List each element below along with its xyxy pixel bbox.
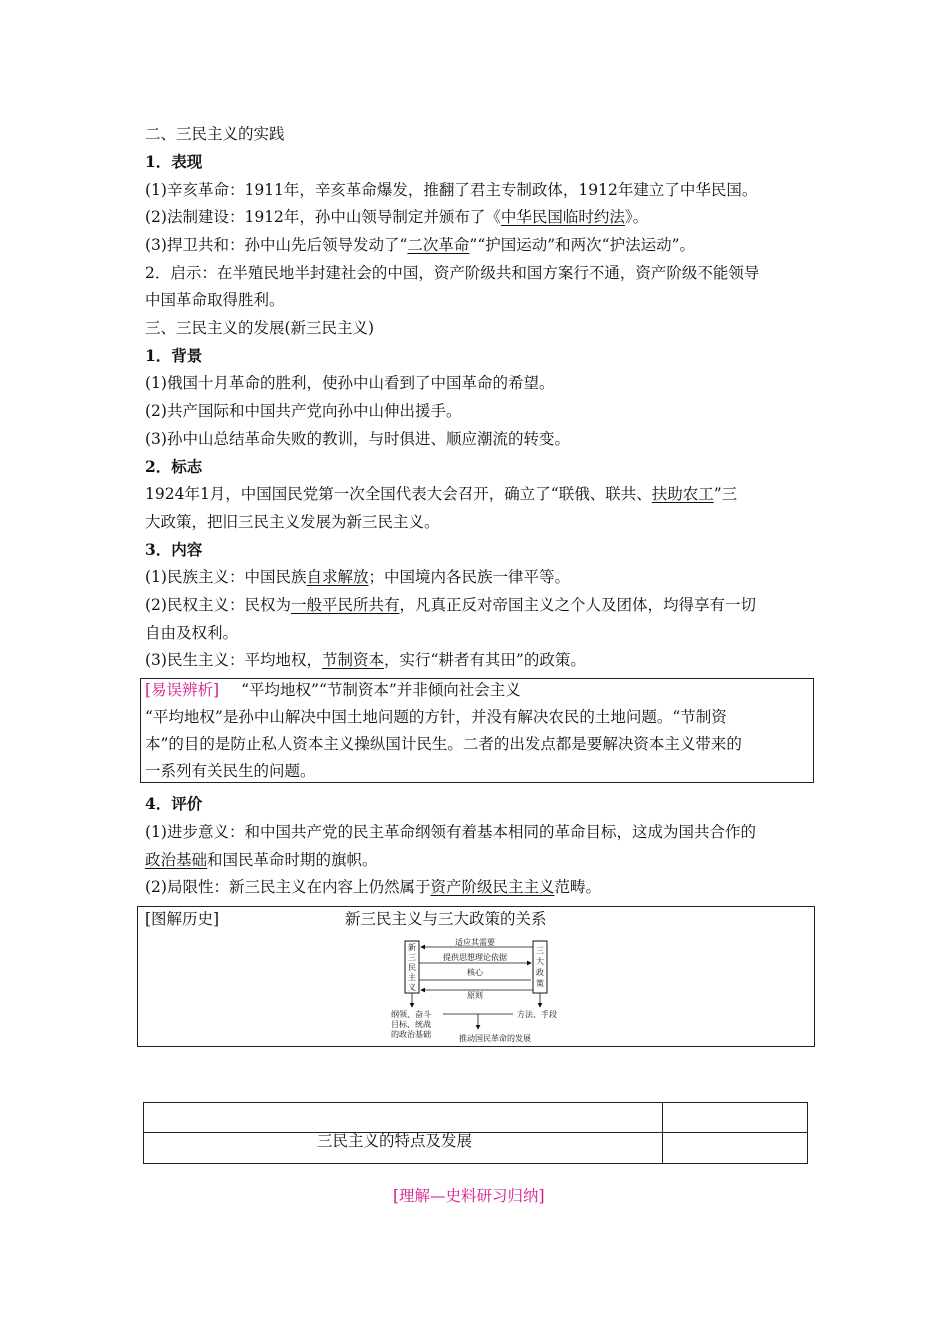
- error-analysis-line2: 本”的目的是防止私人资本主义操纵国计民生。二者的出发点都是要解决资本主义带来的: [145, 735, 742, 753]
- item1-line2: [145, 206, 648, 228]
- table-row-divider: [144, 1132, 807, 1133]
- underlined-term: 自求解放: [306, 568, 369, 586]
- text: (1)民族主义：中国民族: [145, 568, 307, 586]
- mark-line1: [145, 483, 737, 505]
- evaluation-line1: (1)进步意义：和中国共产党的民主革命纲领有着基本相同的革命目标，这成为国共合作的: [145, 823, 756, 841]
- left-box-char-3: 民: [408, 963, 416, 972]
- background-line2: (2)共产国际和中国共产党向孙中山伸出援手。: [145, 402, 462, 420]
- content-line2: [145, 594, 756, 616]
- mark-title: 2．标志: [145, 457, 203, 476]
- underlined-term: 中华民国临时约法: [500, 208, 625, 226]
- arrow-need-label: 适应其需要: [455, 938, 495, 947]
- item2-line1: 2．启示：在半殖民地半封建社会的中国，资产阶级共和国方案行不通，资产阶级不能领导: [145, 264, 760, 282]
- table-column-divider: [662, 1103, 663, 1163]
- underlined-term: 二次革命: [407, 236, 470, 254]
- study-section-link[interactable]: [理解—史料研习归纳]: [393, 1187, 545, 1205]
- arrow-principle-label: 原则: [467, 991, 483, 1000]
- text: (3)民生主义：平均地权，: [145, 651, 322, 669]
- right-box-char-2: 大: [536, 957, 544, 966]
- table-row-label: 三民主义的特点及发展: [317, 1132, 473, 1150]
- left-box-char-1: 新: [408, 943, 416, 952]
- left-bottom-line3: 的政治基础: [391, 1030, 431, 1039]
- text: ”“护国运动”和两次“护法运动”。: [469, 236, 696, 254]
- relationship-diagram: [385, 935, 565, 1045]
- left-box-char-4: 主: [408, 973, 416, 982]
- text: 1924年1月，中国国民党第一次全国代表大会召开，确立了“联俄、联共、: [145, 485, 652, 503]
- text: (2)法制建设：1912年，孙中山领导制定并颁布了《: [145, 208, 501, 226]
- item1-title: 1．表现: [145, 152, 203, 171]
- text: ，实行“耕者有其田”的政策。: [383, 651, 586, 669]
- text: (2)民权主义：民权为: [145, 596, 291, 614]
- error-analysis-line3: 一系列有关民生的问题。: [145, 762, 316, 780]
- section3-heading: 三、三民主义的发展(新三民主义): [145, 319, 375, 337]
- error-analysis-line1: “平均地权”是孙中山解决中国土地问题的方针，并没有解决农民的土地问题。“节制资: [145, 708, 727, 726]
- left-box-char-2: 三: [408, 953, 416, 962]
- arrow-core-label: 核心: [467, 968, 483, 977]
- text: ”三: [713, 485, 738, 503]
- underlined-term: 节制资本: [321, 651, 384, 669]
- summary-table: [143, 1102, 808, 1164]
- error-analysis-heading: [145, 679, 521, 701]
- item1-line3: [145, 234, 695, 256]
- center-bottom-label: 推动国民革命的发展: [459, 1034, 531, 1043]
- text: (3)捍卫共和：孙中山先后领导发动了“: [145, 236, 408, 254]
- evaluation-title: 4．评价: [145, 794, 203, 813]
- text: 范畴。: [554, 878, 601, 896]
- item2-line2: 中国革命取得胜利。: [145, 291, 285, 309]
- background-line1: (1)俄国十月革命的胜利，使孙中山看到了中国革命的希望。: [145, 374, 555, 392]
- error-analysis-tag: [易误辨析]: [145, 681, 220, 699]
- mark-line2: 大政策，把旧三民主义发展为新三民主义。: [145, 513, 440, 531]
- evaluation-line3: [145, 876, 601, 898]
- arrow-basis-label: 提供思想理论依据: [443, 953, 507, 962]
- underlined-term: 政治基础: [145, 851, 208, 869]
- underlined-term: 扶助农工: [651, 485, 714, 503]
- right-bottom-label: 方法、手段: [517, 1010, 557, 1019]
- content-line3: [145, 649, 586, 671]
- text: (2)局限性：新三民主义在内容上仍然属于: [145, 878, 431, 896]
- background-title: 1．背景: [145, 346, 203, 365]
- illustrated-history-tag: [图解历史]: [145, 910, 220, 928]
- text: ，凡真正反对帝国主义之个人及团体，均得享有一切: [399, 596, 756, 614]
- left-bottom-line1: 纲领、奋斗: [391, 1010, 431, 1019]
- text: 》。: [624, 208, 649, 226]
- background-line3: (3)孙中山总结革命失败的教训，与时俱进、顺应潮流的转变。: [145, 430, 570, 448]
- item1-line1: (1)辛亥革命：1911年，辛亥革命爆发，推翻了君主专制政体，1912年建立了中华民国。: [145, 181, 758, 199]
- left-box-char-5: 义: [408, 983, 416, 992]
- text: 和国民革命时期的旗帜。: [207, 851, 378, 869]
- illustrated-history-title: 新三民主义与三大政策的关系: [345, 910, 547, 928]
- content-line1: [145, 566, 570, 588]
- left-bottom-line2: 目标、统战: [391, 1020, 431, 1029]
- text: ；中国境内各民族一律平等。: [368, 568, 570, 586]
- evaluation-line2: [145, 849, 378, 871]
- underlined-term: 一般平民所共有: [290, 596, 400, 614]
- error-analysis-title: “平均地权”“节制资本”并非倾向社会主义: [241, 681, 521, 699]
- section2-heading: 二、三民主义的实践: [145, 125, 285, 143]
- right-box-char-3: 政: [536, 968, 544, 977]
- content-title: 3．内容: [145, 540, 203, 559]
- right-box-char-4: 策: [536, 979, 544, 988]
- content-line2b: 自由及权利。: [145, 624, 239, 642]
- right-box-char-1: 三: [536, 946, 544, 955]
- underlined-term: 资产阶级民主主义: [430, 878, 555, 896]
